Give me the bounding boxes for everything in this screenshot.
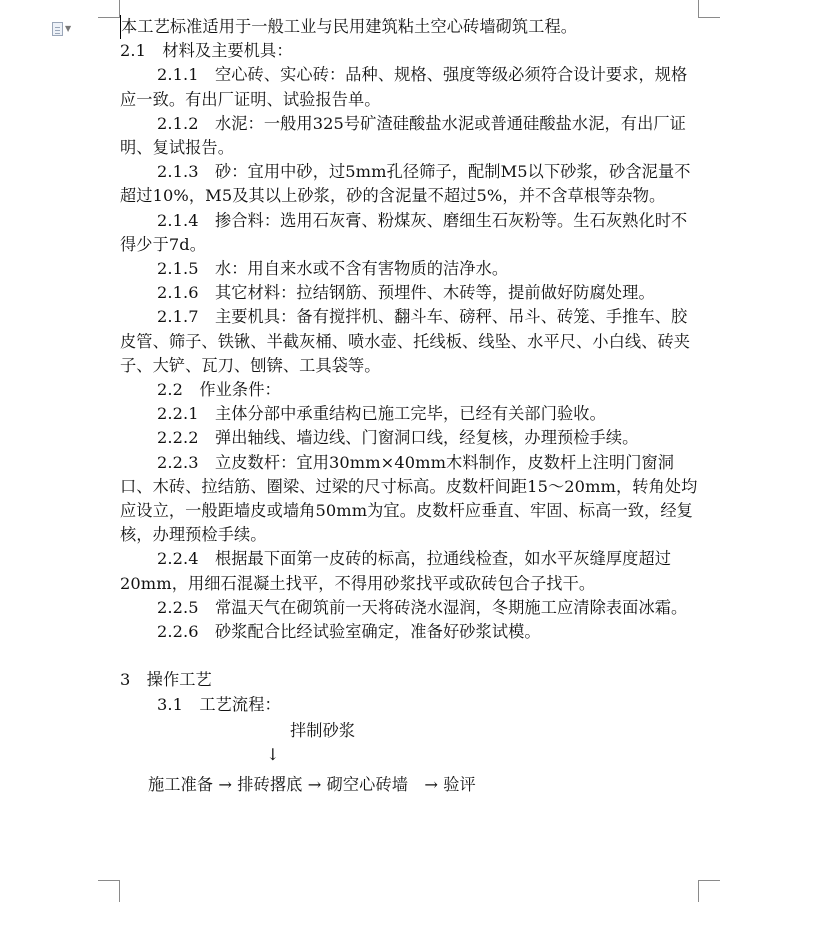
paragraph: 本工艺标准适用于一般工业与民用建筑粘土空心砖墙砌筑工程。 — [120, 15, 700, 39]
paragraph-list — [120, 15, 700, 644]
flow-main-line: 施工准备 → 排砖撂底 → 砌空心砖墙 → 验评 — [148, 774, 476, 794]
paragraph: 2.1.5 水：用自来水或不含有害物质的洁净水。 — [157, 259, 509, 279]
paragraph: 2.1.3 砂：宜用中砂，过5mm孔径筛子，配制M5以下砂浆，砂含泥量不超过10%，M5及其以上砂浆，砂的含泥量不超过5%，并不含草根等杂物。 — [120, 162, 691, 206]
paragraph: 2.1 材料及主要机具： — [120, 41, 293, 61]
section-3-1-heading: 3.1 工艺流程： — [157, 694, 281, 714]
paragraph: 2.2 作业条件： — [157, 380, 281, 400]
paragraph: 2.1.6 其它材料：拉结钢筋、预埋件、木砖等，提前做好防腐处理。 — [157, 283, 655, 303]
flow-down-arrow: ↓ — [266, 744, 280, 764]
paragraph: 2.1.7 主要机具：备有搅拌机、翻斗车、磅秤、吊斗、砖笼、手推车、胶皮管、筛子、铁锹、半截灰桶、喷水壶、托线板、线坠、水平尺、小白线、砖夹子、大铲、瓦刀、刨锛、工具袋等。 — [120, 307, 691, 375]
paragraph: 2.1.1 空心砖、实心砖：品种、规格、强度等级必须符合设计要求，规格应一致。有出厂证明、试验报告单。 — [120, 65, 688, 109]
process-flow — [120, 717, 700, 827]
document-icon[interactable] — [52, 21, 72, 37]
document-body[interactable] — [120, 15, 700, 827]
page-glyph — [52, 22, 63, 36]
paragraph: 2.1.4 掺合料：选用石灰膏、粉煤灰、磨细生石灰粉等。生石灰熟化时不得少于7d。 — [120, 210, 688, 254]
paragraph: 2.2.5 常温天气在砌筑前一天将砖浇水湿润，冬期施工应清除表面冰霜。 — [157, 597, 688, 617]
blank-line — [120, 644, 700, 668]
paragraph: 2.2.3 立皮数杆：宜用30mm×40mm木料制作，皮数杆上注明门窗洞口、木砖、拉结筋、圈梁、过梁的尺寸标高。皮数杆间距15～20mm，转角处均应设立，一般距墙皮或墙角50mm为宜。皮数杆应垂直、牢固、标高一致，经复核，办理预检手续。 — [120, 452, 698, 545]
paragraph: 2.2.6 砂浆配合比经试验室确定，准备好砂浆试模。 — [157, 622, 541, 642]
paragraph: 2.2.2 弹出轴线、墙边线、门窗洞口线，经复核，办理预检手续。 — [157, 428, 639, 448]
chevron-down-icon: ▼ — [65, 24, 72, 33]
paragraph: 2.1.2 水泥：一般用325号矿渣硅酸盐水泥或普通硅酸盐水泥，有出厂证明、复试报告。 — [120, 113, 686, 158]
paragraph: 2.2.1 主体分部中承重结构已施工完毕，已经有关部门验收。 — [157, 404, 606, 424]
paragraph: 2.2.4 根据最下面第一皮砖的标高，拉通线检查，如水平灰缝厚度超过20mm，用细石混凝土找平，不得用砂浆找平或砍砖包合子找干。 — [120, 549, 672, 593]
section-3-heading: 3 操作工艺 — [120, 670, 212, 690]
flow-top-node: 拌制砂浆 — [290, 720, 356, 740]
